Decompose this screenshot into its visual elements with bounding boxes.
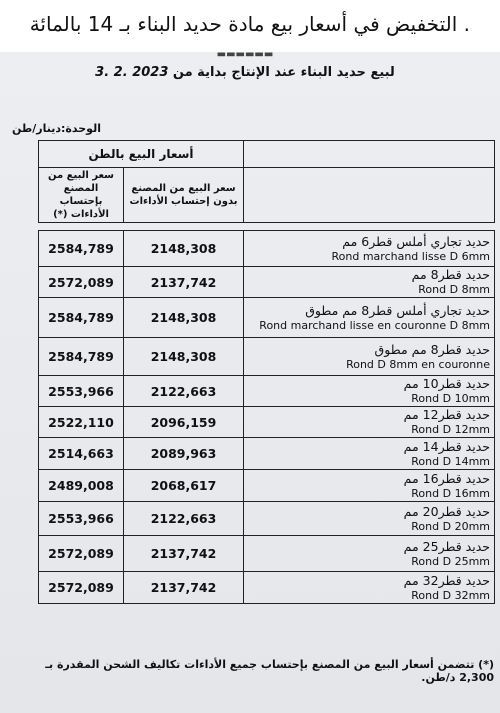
- table-row: [39, 572, 495, 604]
- post-caption: . التخفيض في أسعار بيع مادة حديد البناء بـ 14 بالمائة: [0, 0, 500, 48]
- table-header-row-1: [39, 141, 495, 168]
- price-with-taxes: 2584,789: [39, 231, 124, 267]
- table-row: [39, 536, 495, 572]
- price-without-taxes: 2148,308: [124, 338, 244, 376]
- product-name-cell: [244, 572, 495, 604]
- price-with-taxes: 2553,966: [39, 502, 124, 536]
- product-name-french: Rond marchand lisse en couronne D 8mm: [259, 318, 491, 332]
- product-name-cell: [244, 502, 495, 536]
- table-header-row-2: [39, 168, 495, 223]
- product-name-cell: [244, 376, 495, 407]
- product-name-cell: [244, 470, 495, 502]
- product-name-arabic: حديد قطر20 مم: [403, 503, 491, 519]
- header-price-without-taxes: سعر البيع من المصنع بدون إحتساب الأداءات: [124, 168, 244, 223]
- price-without-taxes: 2096,159: [124, 407, 244, 438]
- table-row: [39, 298, 495, 338]
- header-gap: [39, 223, 495, 231]
- cropped-header-fragment: ▬▬▬▬▬▬: [216, 52, 274, 60]
- price-without-taxes: 2122,663: [124, 502, 244, 536]
- price-with-taxes: 2584,789: [39, 298, 124, 338]
- price-with-taxes: 2572,089: [39, 267, 124, 298]
- product-name-french: Rond D 8mm: [418, 283, 491, 296]
- product-name-french: Rond D 8mm en couronne: [346, 357, 491, 371]
- product-name-cell: [244, 231, 495, 267]
- product-name-arabic: حديد قطر16 مم: [403, 470, 491, 486]
- product-name-arabic: حديد تجاري أملس قطر6 مم: [342, 233, 491, 249]
- product-name-arabic: حديد قطر12 مم: [403, 407, 491, 422]
- price-without-taxes: 2137,742: [124, 267, 244, 298]
- price-with-taxes: 2553,966: [39, 376, 124, 407]
- product-name-arabic: حديد قطر8 مم: [411, 267, 491, 282]
- table-row: [39, 376, 495, 407]
- product-name-french: Rond D 10mm: [411, 392, 491, 405]
- price-without-taxes: 2122,663: [124, 376, 244, 407]
- product-name-arabic: حديد قطر25 مم: [403, 538, 491, 554]
- header-price-with-taxes: سعر البيع من المصنع بإحتساب الأداءات (*): [39, 168, 124, 223]
- table-row: [39, 470, 495, 502]
- product-name-french: Rond D 12mm: [411, 423, 491, 436]
- price-with-taxes: 2572,089: [39, 536, 124, 572]
- product-name-arabic: حديد قطر10 مم: [403, 376, 491, 391]
- product-name-arabic: حديد قطر14 مم: [403, 438, 491, 454]
- table-row: [39, 267, 495, 298]
- product-name-cell: [244, 338, 495, 376]
- unit-label: الوحدة:دينار/طن: [12, 122, 101, 135]
- product-name-arabic: حديد تجاري أملس قطر8 مم مطوق: [305, 302, 491, 318]
- product-name-french: Rond D 32mm: [411, 588, 491, 602]
- product-name-cell: [244, 438, 495, 470]
- product-name-french: Rond D 25mm: [411, 554, 491, 568]
- price-with-taxes: 2572,089: [39, 572, 124, 604]
- subtitle-date: 2023 .2 .3: [95, 65, 169, 80]
- price-without-taxes: 2137,742: [124, 572, 244, 604]
- footnote: (*) تتضمن أسعار البيع من المصنع بإحتساب جميع الأداءات تكاليف الشحن المقدرة بـ 2,300 د/طن.: [45, 658, 494, 684]
- price-with-taxes: 2584,789: [39, 338, 124, 376]
- price-without-taxes: 2089,963: [124, 438, 244, 470]
- price-without-taxes: 2137,742: [124, 536, 244, 572]
- price-document: [0, 52, 500, 713]
- table-row: [39, 502, 495, 536]
- product-name-cell: [244, 407, 495, 438]
- product-name-french: Rond D 14mm: [411, 454, 491, 468]
- product-name-french: Rond marchand lisse D 6mm: [331, 249, 491, 263]
- price-with-taxes: 2514,663: [39, 438, 124, 470]
- product-name-cell: [244, 536, 495, 572]
- product-name-arabic: حديد قطر8 مم مطوق: [374, 341, 491, 357]
- table-row: [39, 407, 495, 438]
- price-with-taxes: 2522,110: [39, 407, 124, 438]
- subtitle-text: لبيع حديد البناء عند الإنتاج بداية من: [172, 65, 395, 80]
- table-row: [39, 338, 495, 376]
- product-name-arabic: حديد قطر32 مم: [403, 572, 491, 588]
- header-empty-cell: [244, 141, 495, 168]
- table-row: [39, 231, 495, 267]
- product-name-cell: [244, 298, 495, 338]
- product-name-french: Rond D 16mm: [411, 486, 491, 500]
- price-without-taxes: 2148,308: [124, 298, 244, 338]
- document-subtitle: [95, 60, 395, 86]
- price-without-taxes: 2148,308: [124, 231, 244, 267]
- price-without-taxes: 2068,617: [124, 470, 244, 502]
- price-table: [38, 140, 495, 604]
- table-row: [39, 438, 495, 470]
- product-name-french: Rond D 20mm: [411, 519, 491, 533]
- price-with-taxes: 2489,008: [39, 470, 124, 502]
- group-header: أسعار البيع بالطن: [39, 141, 244, 168]
- product-name-cell: [244, 267, 495, 298]
- header-product-cell: [244, 168, 495, 223]
